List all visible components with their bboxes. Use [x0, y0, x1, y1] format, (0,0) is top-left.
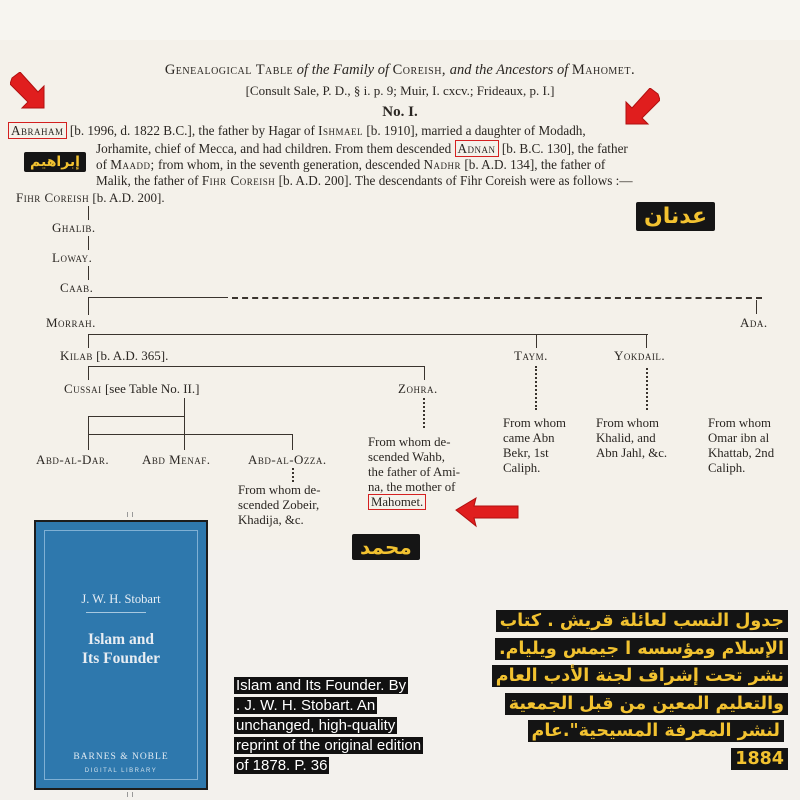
adnan-highlight: Adnan: [455, 140, 499, 157]
tree-line: [88, 297, 89, 315]
english-caption: Islam and Its Founder. By . J. W. H. Stobart. An unchanged, high-quality reprint of the original edition of 1878. P. 36: [236, 677, 422, 774]
node-abd-al-ozza: Abd-al-Ozza.: [248, 452, 327, 467]
node-loway: Loway.: [52, 250, 93, 265]
mahomet-highlight: Mahomet.: [368, 494, 426, 510]
book-cover: [34, 520, 208, 790]
tree-line: [184, 434, 185, 450]
tree-dotted-line: [535, 366, 537, 410]
tree-line: [88, 236, 89, 250]
node-abd-al-dar: Abd-al-Dar.: [36, 452, 110, 467]
tree-line: [88, 434, 292, 435]
paragraph-line-3: of Maadd; from whom, in the seventh generation, descended Nadhr [b. A.D. 134], the father of: [96, 157, 606, 172]
abraham-highlight: Abraham: [8, 122, 67, 139]
node-ghalib: Ghalib.: [52, 220, 96, 235]
adnan-label: عدنان: [636, 202, 715, 231]
paragraph-line-1: Abraham [b. 1996, d. 1822 B.C.], the father by Hagar of Ishmael [b. 1910], married a daughter of Modadh,: [8, 123, 586, 139]
node-fihr: Fihr Coreish [b. A.D. 200].: [16, 190, 165, 205]
tree-line: [88, 416, 89, 434]
tree-line: [88, 334, 89, 348]
arrow-mahomet-icon: [454, 496, 520, 532]
tree-line: [424, 366, 425, 380]
table-number: No. I.: [382, 104, 418, 120]
node-zohra: Zohra.: [398, 381, 438, 396]
node-caab: Caab.: [60, 280, 94, 295]
tree-line: [88, 334, 648, 335]
tree-line: [88, 266, 89, 280]
divider-mark: [127, 792, 133, 797]
divider-mark: [127, 512, 133, 517]
arrow-adnan-icon: [620, 88, 660, 128]
taym-descendants: From whom came Abn Bekr, 1st Caliph.: [503, 416, 566, 475]
tree-line: [88, 366, 89, 380]
tree-line: [292, 434, 293, 450]
book-publisher: BARNES & NOBLE: [73, 752, 169, 762]
book-author: J. W. H. Stobart: [81, 592, 161, 606]
paragraph-line-4: Malik, the father of Fihr Coreish [b. A.D. 200]. The descendants of Fihr Coreish were as follows :—: [96, 173, 633, 188]
node-ada: Ada.: [740, 315, 768, 330]
tree-line: [88, 416, 184, 417]
document-title: Genealogical Table of the Family of Coreish, and the Ancestors of Mahomet.: [164, 62, 636, 78]
tree-dotted-line: [292, 468, 294, 482]
tree-line: [536, 334, 537, 348]
muhammad-label: محمد: [352, 534, 420, 560]
arabic-caption: جدول النسب لعائلة قريش . كتاب الإسلام ومؤسسه ا جيمس ويليام. نشر تحت إشراف لجنة الأدب العام والتعليم المعين من قبل الجمعية لنشر المعرفة المسيحية".عام 1884: [480, 608, 788, 773]
tree-line: [88, 434, 89, 450]
tree-line: [88, 297, 228, 298]
node-kilab: Kilab [b. A.D. 365].: [60, 348, 169, 363]
tree-line: [88, 366, 424, 367]
paragraph-line-2: Jorhamite, chief of Mecca, and had children. From them descended Adnan [b. B.C. 130], the father: [96, 141, 628, 156]
ozza-descendants: From whom de- scended Zobeir, Khadija, &c.: [238, 483, 321, 527]
tree-dashed-line: [232, 297, 762, 299]
zohra-descendants: From whom de- scended Wahb, the father of Ami- na, the mother of Mahomet.: [368, 435, 461, 509]
node-morrah: Morrah.: [46, 315, 96, 330]
book-imprint: DIGITAL LIBRARY: [84, 768, 158, 774]
tree-line: [756, 300, 757, 314]
book-title: Islam and Its Founder: [82, 631, 160, 667]
tree-line: [184, 398, 185, 434]
tree-line: [88, 206, 89, 220]
sources-line: [Consult Sale, P. D., § i. p. 9; Muir, I. cxcv.; Frideaux, p. I.]: [245, 83, 555, 98]
tree-dotted-line: [646, 368, 648, 410]
node-yokdail: Yokdail.: [614, 348, 666, 363]
ibrahim-label: إبراهيم: [24, 152, 86, 172]
tree-line: [646, 334, 647, 348]
book-rule: [86, 612, 146, 613]
yokdail-descendants: From whom Khalid, and Abn Jahl, &c.: [596, 416, 668, 460]
arrow-abraham-icon: [10, 72, 50, 112]
ada-descendants: From whom Omar ibn al Khattab, 2nd Caliph.: [708, 416, 775, 475]
node-abd-menaf: Abd Menaf.: [142, 452, 211, 467]
node-taym: Taym.: [514, 348, 548, 363]
tree-dotted-line: [423, 398, 425, 428]
node-cussai: Cussai [see Table No. II.]: [64, 381, 200, 396]
